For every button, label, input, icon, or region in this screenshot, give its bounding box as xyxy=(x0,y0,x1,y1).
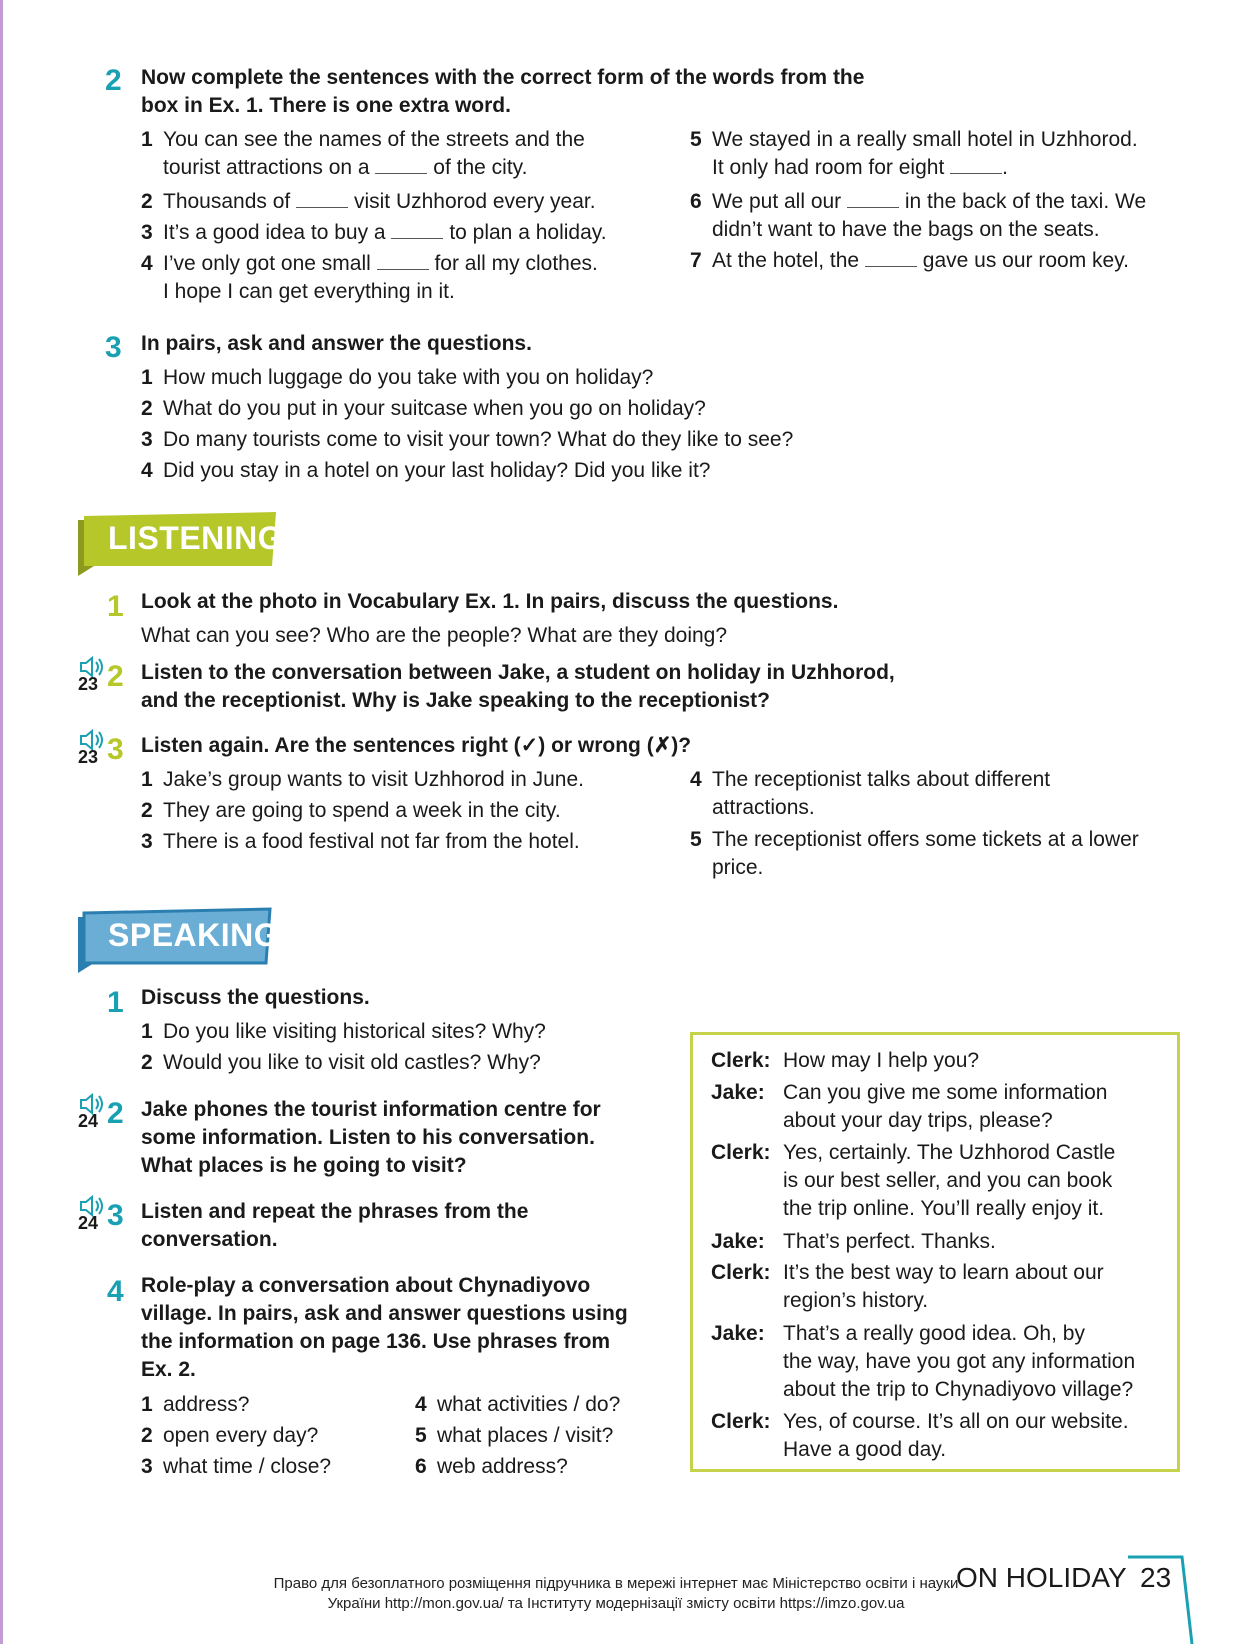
sub-questions: What can you see? Who are the people? What are they doing? xyxy=(141,624,728,647)
instruction: village. In pairs, ask and answer questions using xyxy=(141,1302,628,1325)
blank-gap xyxy=(865,248,917,267)
list-item: 3 Do many tourists come to visit your town? What do they like to see? xyxy=(141,428,794,451)
speaker-name: Jake: xyxy=(711,1081,765,1104)
copyright-note xyxy=(236,1574,996,1614)
list-item: 3 It’s a good idea to buy a to plan a holiday. xyxy=(141,221,607,244)
instruction: box in Ex. 1. There is one extra word. xyxy=(141,94,511,117)
instruction: Discuss the questions. xyxy=(141,986,370,1009)
exercise-number: 2 xyxy=(107,1097,124,1130)
dialogue-box xyxy=(690,1032,1180,1472)
speaker-name: Clerk: xyxy=(711,1261,771,1284)
list-item: 4 The receptionist talks about different attractions. xyxy=(690,768,1051,819)
speaker-name: Clerk: xyxy=(711,1049,771,1072)
list-item: 5 what places / visit? xyxy=(415,1424,614,1447)
blank-gap xyxy=(296,189,348,208)
instruction: Role-play a conversation about Chynadiyovo xyxy=(141,1274,591,1297)
exercise-number: 1 xyxy=(107,986,124,1019)
line-text: It’s the best way to learn about our xyxy=(783,1261,1104,1284)
instruction: Listen again. Are the sentences right (✓) or wrong (✗)? xyxy=(141,734,692,757)
exercise-number: 3 xyxy=(105,331,122,364)
line-text: is our best seller, and you can book xyxy=(783,1169,1113,1192)
instruction: In pairs, ask and answer the questions. xyxy=(141,332,532,355)
blank-gap xyxy=(847,189,899,208)
list-item: 7 At the hotel, the gave us our room key. xyxy=(690,249,1130,272)
list-item: 1 address? xyxy=(141,1393,250,1416)
list-item: 5 We stayed in a really small hotel in Uzhhorod. It only had room for eight . xyxy=(690,128,1138,179)
exercise-number: 4 xyxy=(107,1275,124,1308)
page-edge-line xyxy=(0,0,3,1644)
instruction: Look at the photo in Vocabulary Ex. 1. In pairs, discuss the questions. xyxy=(141,590,839,613)
track-number: 23 xyxy=(78,674,99,694)
list-item: 2 Would you like to visit old castles? Why? xyxy=(141,1051,541,1074)
speaker-name: Clerk: xyxy=(711,1141,771,1164)
list-item: 4 what activities / do? xyxy=(415,1393,621,1416)
section-footer: ON HOLIDAY xyxy=(956,1562,1127,1593)
list-item: 4 I’ve only got one small for all my clothes. I hope I can get everything in it. xyxy=(141,252,598,303)
speaking-banner xyxy=(78,907,280,975)
line-text: Yes, of course. It’s all on our website. xyxy=(783,1410,1129,1433)
exercise-number: 3 xyxy=(107,733,124,766)
list-item: 3 what time / close? xyxy=(141,1455,332,1478)
list-item: 5 The receptionist offers some tickets at a lower price. xyxy=(690,828,1139,879)
line-text: How may I help you? xyxy=(783,1049,980,1072)
instruction: conversation. xyxy=(141,1228,278,1251)
list-item: 1 Do you like visiting historical sites? Why? xyxy=(141,1020,546,1043)
list-item: 1 How much luggage do you take with you on holiday? xyxy=(141,366,654,389)
track-number: 23 xyxy=(78,747,99,767)
listening-banner xyxy=(78,510,284,578)
speaker-name: Jake: xyxy=(711,1230,765,1253)
blank-gap xyxy=(375,155,427,174)
list-item: 6 We put all our in the back of the taxi. We didn’t want to have the bags on the seats. xyxy=(690,190,1147,241)
line-text: about the trip to Chynadiyovo village? xyxy=(783,1378,1134,1401)
line-text: the way, have you got any information xyxy=(783,1350,1136,1373)
page-number: 23 xyxy=(1140,1562,1172,1593)
track-number: 24 xyxy=(78,1213,99,1233)
section-title: LISTENING xyxy=(108,520,284,556)
instruction: Now complete the sentences with the correct form of the words from the xyxy=(141,66,865,89)
section-title: SPEAKING xyxy=(108,917,280,953)
line-text: Can you give me some information xyxy=(783,1081,1108,1104)
exercise-number: 2 xyxy=(105,64,122,97)
line-text: Have a good day. xyxy=(783,1438,947,1461)
blank-gap xyxy=(391,220,443,239)
line-text: about your day trips, please? xyxy=(783,1109,1053,1132)
exercise-number: 3 xyxy=(107,1199,124,1232)
copyright-line: України http://mon.gov.ua/ та Інституту модернізації змісту освіти https://imzo.gov.ua xyxy=(327,1595,905,1612)
list-item: 3 There is a food festival not far from the hotel. xyxy=(141,830,580,853)
instruction: What places is he going to visit? xyxy=(141,1154,467,1177)
line-text: the trip online. You’ll really enjoy it. xyxy=(783,1197,1105,1220)
line-text: region’s history. xyxy=(783,1289,929,1312)
list-item: 1 You can see the names of the streets and the tourist attractions on a of the city. xyxy=(141,128,585,179)
speaker-name: Jake: xyxy=(711,1322,765,1345)
exercise-number: 2 xyxy=(107,660,124,693)
exercise-number: 1 xyxy=(107,590,124,623)
instruction: some information. Listen to his conversation. xyxy=(141,1126,595,1149)
list-item: 2 They are going to spend a week in the city. xyxy=(141,799,561,822)
instruction: Ex. 2. xyxy=(141,1358,196,1381)
blank-gap xyxy=(377,251,429,270)
line-text: That’s perfect. Thanks. xyxy=(783,1230,996,1253)
copyright-line: Право для безоплатного розміщення підручника в мережі інтернет має Міністерство освіти і науки xyxy=(273,1575,959,1592)
list-item: 4 Did you stay in a hotel on your last holiday? Did you like it? xyxy=(141,459,711,482)
list-item: 6 web address? xyxy=(415,1455,568,1478)
speaker-name: Clerk: xyxy=(711,1410,771,1433)
list-item: 2 open every day? xyxy=(141,1424,319,1447)
instruction: Listen to the conversation between Jake, a student on holiday in Uzhhorod, xyxy=(141,661,895,684)
list-item: 2 What do you put in your suitcase when you go on holiday? xyxy=(141,397,706,420)
list-item: 1 Jake’s group wants to visit Uzhhorod in June. xyxy=(141,768,585,791)
page-corner-mark xyxy=(1120,1554,1200,1644)
instruction: the information on page 136. Use phrases from xyxy=(141,1330,611,1353)
instruction: Jake phones the tourist information centre for xyxy=(141,1098,601,1121)
line-text: Yes, certainly. The Uzhhorod Castle xyxy=(783,1141,1116,1164)
track-number: 24 xyxy=(78,1111,99,1131)
blank-gap xyxy=(950,155,1002,174)
instruction: and the receptionist. Why is Jake speaking to the receptionist? xyxy=(141,689,770,712)
line-text: That’s a really good idea. Oh, by xyxy=(783,1322,1085,1345)
instruction: Listen and repeat the phrases from the xyxy=(141,1200,529,1223)
list-item: 2 Thousands of visit Uzhhorod every year. xyxy=(141,190,596,213)
